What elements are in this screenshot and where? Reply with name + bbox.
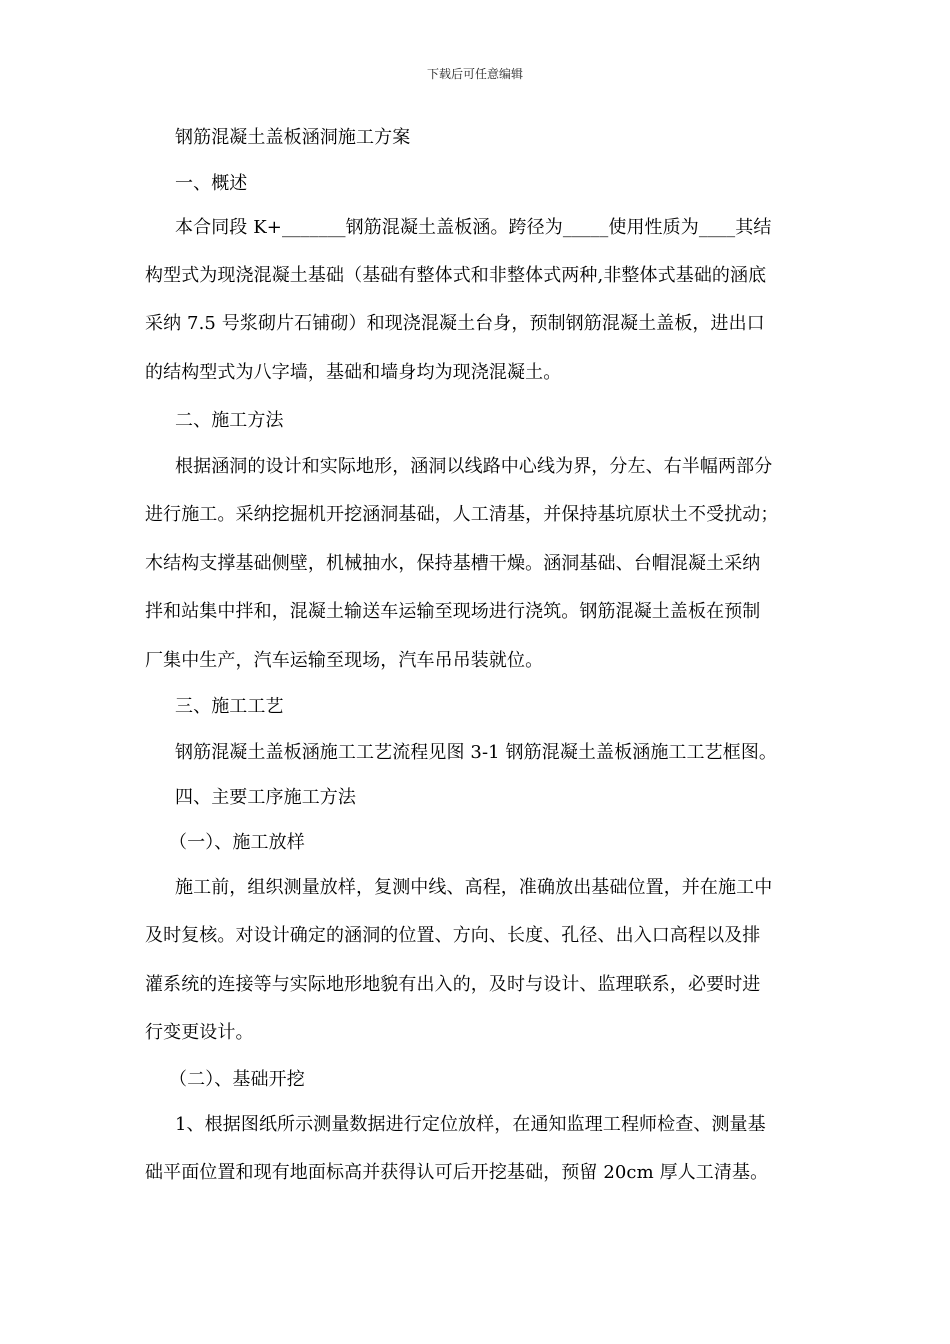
subsection-heading-excavation: （二）、基础开挖 [169, 1069, 305, 1090]
paragraph-line: 灌系统的连接等与实际地形地貌有出入的，及时与设计、监理联系，必要时进 [145, 974, 761, 995]
subsection-heading-setting-out: （一）、施工放样 [169, 832, 305, 853]
paragraph-line: 的结构型式为八字墙，基础和墙身均为现浇混凝土。 [145, 362, 562, 383]
paragraph-line: 构型式为现浇混凝土基础（基础有整体式和非整体式两种,非整体式基础的涵底 [145, 265, 767, 286]
page-header: 下载后可任意编辑 [426, 67, 523, 81]
section-heading-main-procedures: 四、主要工序施工方法 [175, 787, 356, 808]
section-heading-method: 二、施工方法 [175, 410, 284, 431]
paragraph-line: 施工前，组织测量放样，复测中线、高程，准确放出基础位置，并在施工中 [175, 877, 773, 898]
section-heading-overview: 一、概述 [175, 173, 248, 194]
paragraph-line: 木结构支撑基础侧壁，机械抽水，保持基槽干燥。涵洞基础、台帽混凝土采纳 [145, 553, 761, 574]
document-title: 钢筋混凝土盖板涵洞施工方案 [175, 127, 411, 148]
paragraph-line: 行变更设计。 [145, 1022, 254, 1043]
paragraph-line: 采纳 7.5 号浆砌片石铺砌）和现浇混凝土台身，预制钢筋混凝土盖板，进出口 [145, 313, 765, 334]
paragraph-line: 础平面位置和现有地面标高并获得认可后开挖基础，预留 20cm 厚人工清基。 [145, 1162, 769, 1183]
paragraph-line: 及时复核。对设计确定的涵洞的位置、方向、长度、孔径、出入口高程以及排 [145, 925, 761, 946]
section-heading-process: 三、施工工艺 [175, 696, 284, 717]
paragraph-line: 厂集中生产，汽车运输至现场，汽车吊吊装就位。 [145, 650, 544, 671]
paragraph-line: 本合同段 K+_______钢筋混凝土盖板涵。跨径为_____使用性质为____其结 [175, 217, 772, 238]
paragraph-line: 1、根据图纸所示测量数据进行定位放样，在通知监理工程师检查、测量基 [175, 1114, 766, 1135]
paragraph-line: 根据涵洞的设计和实际地形，涵洞以线路中心线为界，分左、右半幅两部分 [175, 456, 773, 477]
paragraph-line: 拌和站集中拌和，混凝土输送车运输至现场进行浇筑。钢筋混凝土盖板在预制 [145, 601, 761, 622]
paragraph-line: 进行施工。采纳挖掘机开挖涵洞基础，人工清基，并保持基坑原状土不受扰动； [145, 504, 779, 525]
paragraph-line: 钢筋混凝土盖板涵施工工艺流程见图 3-1 钢筋混凝土盖板涵施工工艺框图。 [175, 742, 778, 763]
